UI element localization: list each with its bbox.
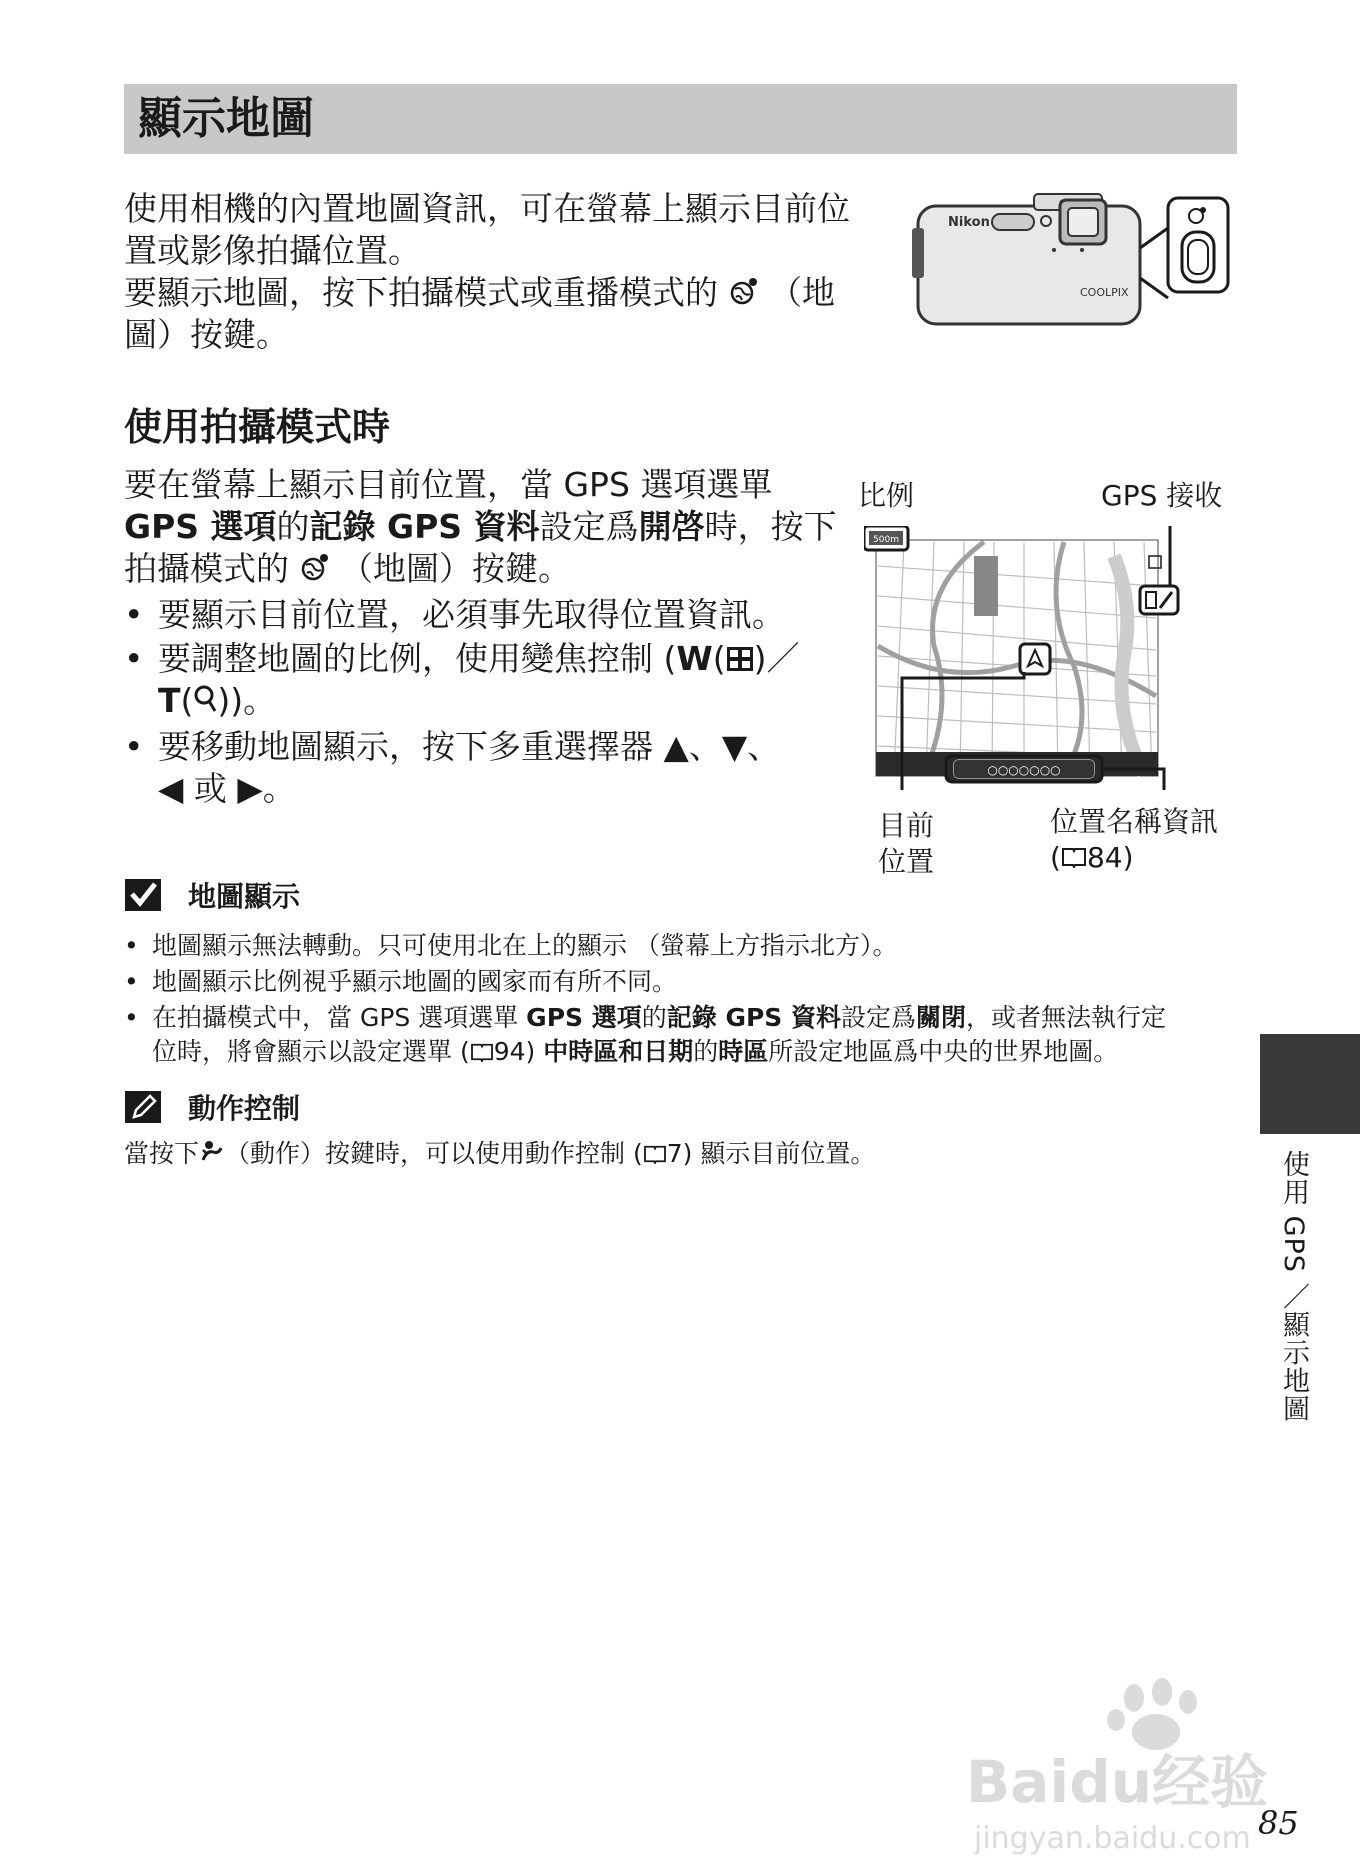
svg-text:○○○○○○○: ○○○○○○○ <box>987 763 1061 777</box>
bullet-3: • 要移動地圖顯示，按下多重選擇器 ▲、▼、 <box>124 727 781 766</box>
section-line-3: 拍攝模式的 （地圖）按鍵。 <box>124 548 571 592</box>
page-number: 85 <box>1258 1804 1299 1842</box>
side-tab-label: 使用 GPS ／顯示地圖 <box>1278 1150 1309 1423</box>
svg-text:COOLPIX: COOLPIX <box>1080 286 1129 299</box>
svg-text:Nikon: Nikon <box>948 215 990 230</box>
intro-line-4: 圖）按鍵。 <box>124 315 289 354</box>
page-title: 顯示地圖 <box>138 93 314 144</box>
current-position-label-2: 位置 <box>878 845 935 878</box>
note-action-control-title: 動作控制 <box>188 1092 301 1125</box>
map-button-icon <box>729 274 759 316</box>
note1-line-1: • 地圖顯示無法轉動。只可使用北在上的顯示 （螢幕上方指示北方）。 <box>124 931 898 960</box>
book-reference-icon <box>470 1036 494 1071</box>
gps-reception-label: GPS 接收 <box>1101 479 1223 512</box>
place-name-label-1: 位置名稱資訊 <box>1050 805 1219 838</box>
intro-line-2: 置或影像拍攝位置。 <box>124 231 421 270</box>
note1-line-2: • 地圖顯示比例視乎顯示地圖的國家而有所不同。 <box>124 967 678 996</box>
section-line-2: GPS 選項的記錄 GPS 資料設定爲開啓時，按下 <box>124 507 837 546</box>
checkmark-note-icon <box>124 878 162 916</box>
intro-line-1: 使用相機的內置地圖資訊，可在螢幕上顯示目前位 <box>124 189 850 228</box>
side-tab <box>1260 1034 1360 1134</box>
bullet-1: • 要顯示目前位置，必須事先取得位置資訊。 <box>124 595 785 634</box>
bullet-3-cont: ◀ 或 ▶。 <box>158 769 296 808</box>
camera-illustration <box>912 188 1234 330</box>
map-button-icon <box>300 550 330 592</box>
wide-zoom-icon <box>726 640 754 682</box>
current-position-label-1: 目前 <box>878 809 935 842</box>
note1-line-3: • 在拍攝模式中，當 GPS 選項選單 GPS 選項的記錄 GPS 資料設定爲關閉，或者無法執行定 <box>124 1003 1167 1032</box>
scale-label: 比例 <box>858 479 915 512</box>
svg-text:Baidu经验: Baidu经验 <box>966 1748 1269 1816</box>
book-reference-icon <box>1061 841 1087 877</box>
place-name-label-2: ( 84) <box>1050 840 1134 877</box>
action-button-icon <box>199 1138 225 1173</box>
svg-text:jingyan.baidu.com: jingyan.baidu.com <box>974 1821 1251 1856</box>
section-line-1: 要在螢幕上顯示目前位置，當 GPS 選項選單 <box>124 465 773 504</box>
section-title: 使用拍攝模式時 <box>124 405 391 449</box>
book-reference-icon <box>643 1138 667 1173</box>
note1-line-4: 位時，將會顯示以設定選單 ( 94) 中時區和日期的時區所設定地區爲中央的世界地圖。 <box>152 1034 1118 1071</box>
bullet-2-cont: T( ))。 <box>158 680 276 724</box>
zoom-magnifier-icon <box>193 682 217 724</box>
map-diagram <box>864 526 1196 790</box>
pencil-note-icon <box>124 1090 162 1128</box>
svg-text:500m: 500m <box>873 535 899 545</box>
intro-line-3: 要顯示地圖，按下拍攝模式或重播模式的 （地 <box>124 272 835 316</box>
note-map-display-title: 地圖顯示 <box>188 880 301 913</box>
baidu-watermark <box>966 1676 1296 1866</box>
bullet-2: • 要調整地圖的比例，使用變焦控制 (W( )／ <box>124 638 800 682</box>
note2-line-1: 當按下 （動作）按鍵時，可以使用動作控制 ( 7) 顯示目前位置。 <box>124 1136 875 1173</box>
